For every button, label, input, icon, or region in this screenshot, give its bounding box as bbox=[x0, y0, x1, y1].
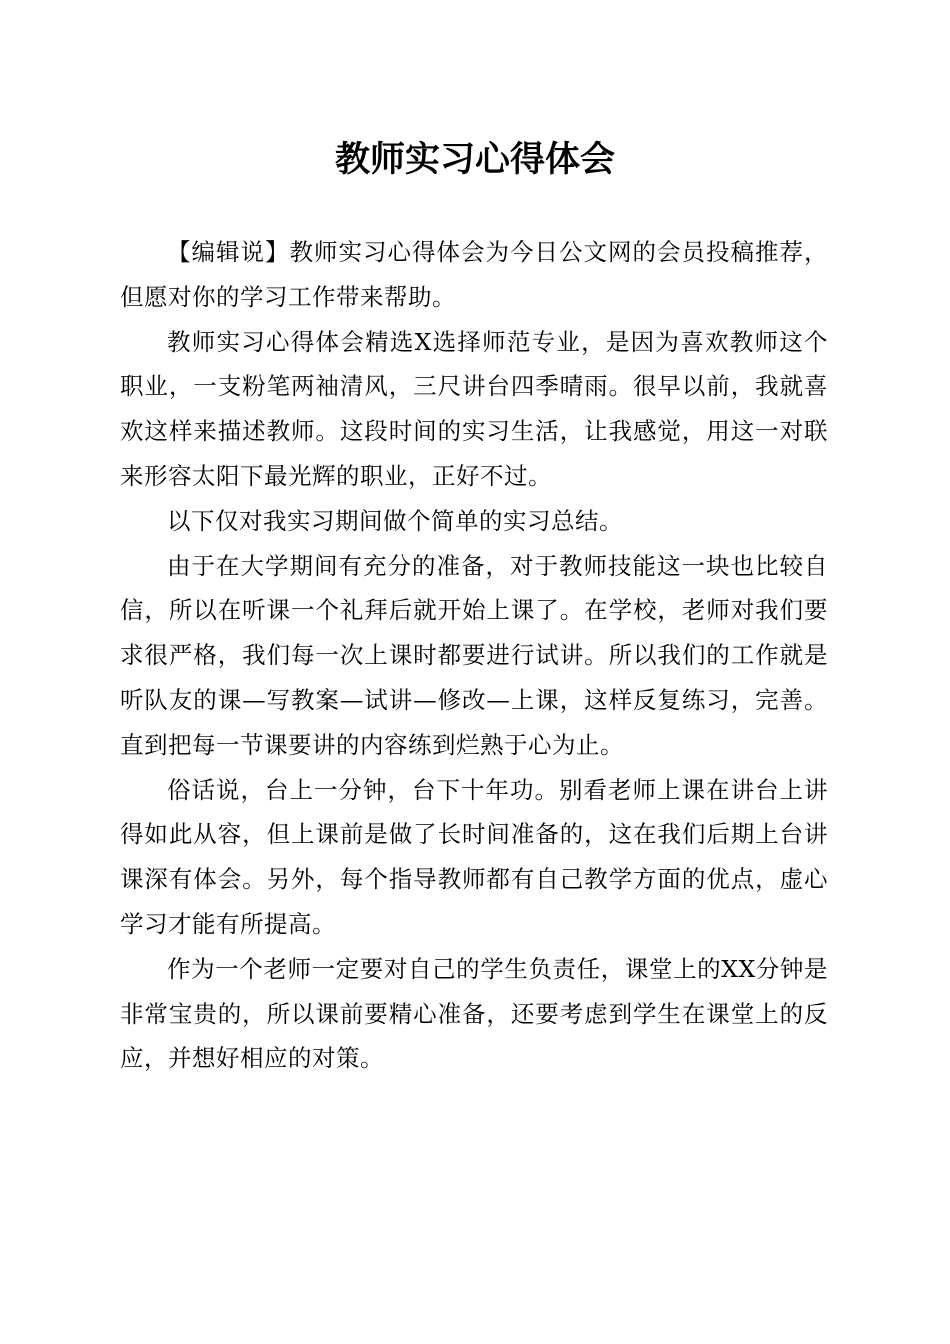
document-title: 教师实习心得体会 bbox=[334, 139, 615, 180]
paragraph-intro: 教师实习心得体会精选X选择师范专业，是因为喜欢教师这个职业，一支粉笔两袖清风，三尺讲台四季晴雨。很早以前，我就喜欢这样来描述教师。这段时间的实习生活，让我感觉，用这一对联来形容太阳下最光辉的职业，正好不过。 bbox=[120, 327, 828, 490]
paragraph-proverb: 俗话说，台上一分钟，台下十年功。别看老师上课在讲台上讲得如此从容，但上课前是做了长时间准备的，这在我们后期上台讲课深有体会。另外，每个指导教师都有自己教学方面的优点，虚心学习才能有所提高。 bbox=[120, 775, 828, 938]
paragraph-responsibility: 作为一个老师一定要对自己的学生负责任，课堂上的XX分钟是非常宝贵的，所以课前要精心准备，还要考虑到学生在课堂上的反应，并想好相应的对策。 bbox=[120, 954, 828, 1073]
paragraph-preparation: 由于在大学期间有充分的准备，对于教师技能这一块也比较自信，所以在听课一个礼拜后就开始上课了。在学校，老师对我们要求很严格，我们每一次上课时都要进行试讲。所以我们的工作就是听队友的课—写教案—试讲—修改—上课，这样反复练习，完善。直到把每一节课要讲的内容练到烂熟于心为止。 bbox=[120, 551, 828, 759]
paragraph-summary-lead: 以下仅对我实习期间做个简单的实习总结。 bbox=[167, 506, 623, 535]
paragraph-editor-note: 【编辑说】教师实习心得体会为今日公文网的会员投稿推荐，但愿对你的学习工作带来帮助。 bbox=[120, 238, 828, 311]
document-body bbox=[120, 230, 828, 1081]
